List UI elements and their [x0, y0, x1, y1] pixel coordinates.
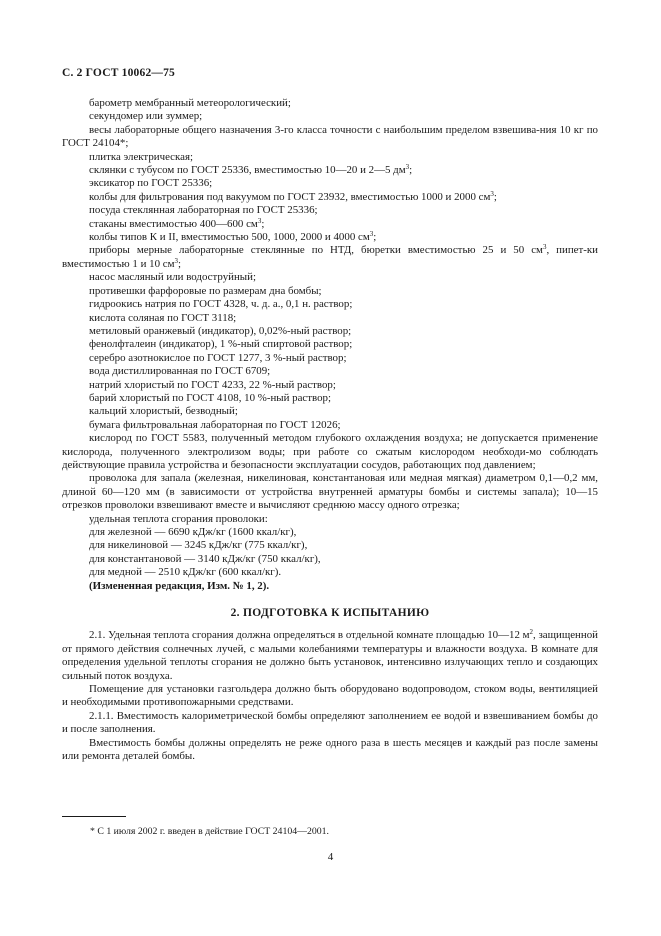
section-paragraph: Вместимость бомбы должны определять не реже одного раза в шесть месяцев и каждый раз после замены или ремонта деталей бомбы. [62, 736, 598, 763]
list-item: гидроокись натрия по ГОСТ 4328, ч. д. а., 0,1 н. раствор; [89, 298, 353, 311]
page-number: 4 [327, 851, 334, 863]
section-paragraph: Помещение для установки газгольдера должно быть оборудовано водопроводом, стоком воды, вентиляцией и необходимыми противопожарными средствами. [62, 683, 598, 709]
list-item: противешки фарфоровые по размерам дна бомбы; [89, 284, 322, 297]
list-item: барометр мембранный метеорологический; [89, 97, 291, 109]
list-item: кислота соляная по ГОСТ 3118; [89, 311, 237, 324]
list-item: для никелиновой — 3245 кДж/кг (775 ккал/кг), [89, 539, 308, 552]
list-item: склянки с тубусом по ГОСТ 25336, вместимостью 10—20 и 2—5 $дм^3$; [89, 163, 413, 177]
list-item: посуда стеклянная лабораторная по ГОСТ 25336; [89, 204, 318, 217]
equipment-list [62, 97, 598, 580]
list-item: вода дистиллированная по ГОСТ 6709; [89, 365, 271, 378]
list-item: эксикатор по ГОСТ 25336; [89, 177, 213, 190]
list-item: для железной — 6690 кДж/кг (1600 ккал/кг), [89, 526, 297, 538]
main-content [62, 97, 598, 764]
page-header: С. 2 ГОСТ 10062—75 [62, 67, 175, 79]
list-item: барий хлористый по ГОСТ 4108, 10 %-ный раствор; [89, 391, 332, 404]
list-item: для константановой — 3140 кДж/кг (750 ккал/кг), [89, 552, 321, 565]
list-item: фенолфталеин (индикатор), 1 %-ный спиртовой раствор; [89, 338, 353, 351]
list-item: колбы для фильтрования под вакуумом по ГОСТ 23932, вместимостью 1000 и 2000 $см^3$; [89, 189, 497, 203]
list-item: плитка электрическая; [89, 150, 194, 163]
list-item: проволока для запала (железная, никелиновая, константановая или медная мягкая) диаметром 0,1—0,2 мм, длиной 60—120 мм (в зависимости от устройства внутренней арматуры бомбы и системы запала); 10—15 отрезков проволоки взвешивают вместе и вычисляют среднюю массу одного отрезка; [62, 472, 598, 512]
section-paragraph: 2.1.1. Вместимость калориметрической бомбы определяют заполнением ее водой и взвешиванием бомбы до и после заполнения. [62, 709, 598, 736]
list-item: насос масляный или водоструйный; [89, 271, 256, 284]
footnote-divider [62, 816, 126, 817]
list-item: натрий хлористый по ГОСТ 4233, 22 %-ный раствор; [89, 378, 336, 391]
list-item: серебро азотнокислое по ГОСТ 1277, 3 %-ный раствор; [89, 351, 347, 364]
section-paragraph: 2.1. Удельная теплота сгорания должна определяться в отдельной комнате площадью 10—12 $м^2$, защищенной от прямого действия солнечных лучей, с малыми колебаниями температуры и влажности воздуха. В комнате для определения удельной теплоты сгорания не должно быть установок, интенсивно излучающих тепло и создающих сильный поток воздуха. [62, 628, 598, 682]
list-item: колбы типов К и II, вместимостью 500, 1000, 2000 и 4000 $см^3$; [89, 230, 377, 244]
list-item: стаканы вместимостью 400—600 $см^3$; [89, 216, 265, 230]
list-item: для медной — 2510 кДж/кг (600 ккал/кг). [89, 566, 282, 579]
list-item: бумага фильтровальная лабораторная по ГОСТ 12026; [89, 418, 341, 431]
list-item: приборы мерные лабораторные стеклянные по НТД, бюретки вместимостью 25 и 50 $см^3$, пипет-ки вместимостью 1 и 10 $см^3$; [62, 243, 598, 270]
edition-note: (Измененная редакция, Изм. № 1, 2). [89, 579, 270, 592]
section-title: 2. ПОДГОТОВКА К ИСПЫТАНИЮ [230, 607, 430, 620]
list-item: метиловый оранжевый (индикатор), 0,02%-ный раствор; [89, 324, 352, 337]
section-body [62, 629, 598, 763]
list-item: кислород по ГОСТ 5583, полученный методом глубокого охлаждения воздуха; не допускается применение кислорода, полученного электролизом воды; при работе со сжатым кислородом необходи-мо соблюдать действующие правила устройства и безопасности эксплуатации сосудов, работающих под давлением; [62, 432, 598, 471]
list-item: весы лабораторные общего назначения 3-го класса точности с наибольшим пределом взвешива-ния 10 кг по ГОСТ 24104*; [62, 123, 598, 150]
list-item: удельная теплота сгорания проволоки: [89, 512, 268, 525]
list-item: кальций хлористый, безводный; [89, 405, 238, 418]
footnote: * С 1 июля 2002 г. введен в действие ГОСТ 24104—2001. [90, 826, 329, 837]
list-item: секундомер или зуммер; [89, 110, 203, 123]
